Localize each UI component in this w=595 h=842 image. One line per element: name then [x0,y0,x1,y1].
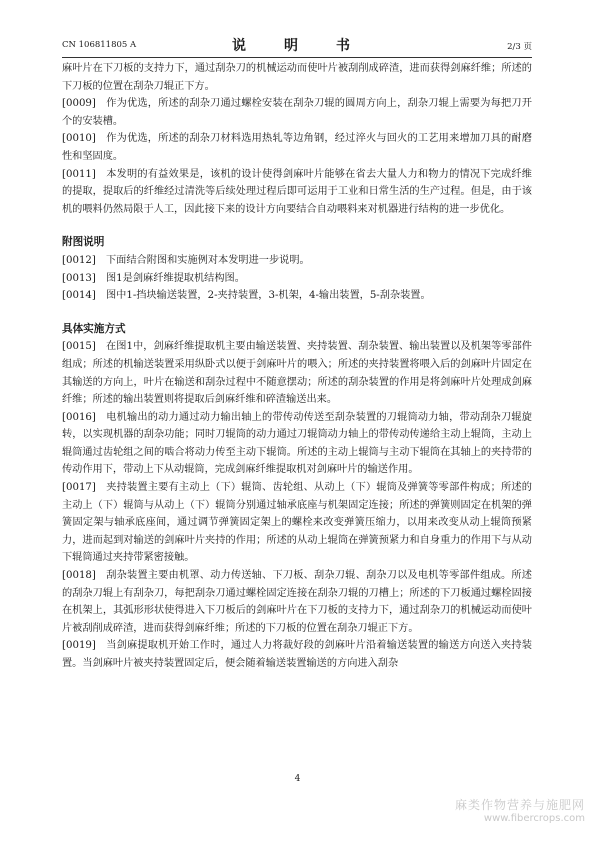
paragraph-text: 作为优选，所述的刮杂刀材料选用热轧等边角钢，经过淬火与回火的工艺用来增加刀具的耐磨性和坚固度。 [62,133,532,162]
spacer [62,218,532,234]
paragraph-0019 [62,637,532,672]
page-number: 4 [294,774,301,784]
section-title-embodiment: 具体实施方式 [62,322,126,335]
watermark-site-name: 麻类作物营养与施肥网 [454,798,585,812]
paragraph-0012 [62,252,532,270]
paragraph-number: [0017] [62,482,96,494]
paragraph-number: [0016] [62,411,96,423]
paragraph-number: [0015] [62,341,96,353]
paragraph-text: 夹持装置主要有主动上（下）辊筒、齿轮组、从动上（下）辊筒及弹簧等零部件构成；所述的主动上（下）辊筒与从动上（下）辊筒分别通过轴承底座与机架固定连接；所述的弹簧则固定在机架的弹簧固定架与轴承底座间，通过调节弹簧固定架上的螺栓来改变弹簧压缩力，以用来改变从动上辊筒预紧力，进而起到对输送的剑麻叶片夹持的作用；所述的从动上辊筒在弹簧预紧力和自身重力的作用下与从动下辊筒通过夹持带紧密接触。 [62,482,532,564]
paragraph-number: [0010] [62,133,96,145]
watermark [455,796,585,824]
paragraph-0013 [62,270,532,288]
paragraph-0015 [62,338,532,408]
spacer [62,305,532,321]
paragraph-number: [0011] [62,168,96,180]
document-title: 说 明 书 [232,38,362,54]
paragraph-text: 下面结合附图和实施例对本发明进一步说明。 [106,254,310,266]
paragraph-0018 [62,567,532,637]
paragraph-number: [0009] [62,98,96,110]
paragraph-0011 [62,166,532,219]
document-body [62,60,532,673]
paragraph-text: 本发明的有益效果是，该机的设计使得剑麻叶片能够在省去大量人力和物力的情况下完成纤维的提取，提取后的纤维经过清洗等后续处理过程后即可运用于工业和日常生活的生产过程。但是，由于该机的喂料仍然局限于人工，因此接下来的设计方向要结合自动喂料来对机器进行结构的进一步优化。 [62,168,532,215]
paragraph-number: [0012] [62,254,96,266]
watermark-url: www.fibercrops.com [483,813,585,824]
paragraph-text: 图中1-挡块输送装置，2-夹持装置，3-机架，4-输出装置，5-刮杂装置。 [106,290,431,302]
paragraph-text: 图1是剑麻纤维提取机结构图。 [106,272,245,284]
section-title-figures: 附图说明 [62,236,105,249]
paragraph-0017 [62,479,532,567]
paragraph-0009 [62,95,532,130]
publication-number: CN 106811805 A [62,40,137,50]
paragraph-0014 [62,287,532,305]
header-rule [62,57,532,58]
paragraph-text: 作为优选，所述的刮杂刀通过螺栓安装在刮杂刀辊的圆周方向上，刮杂刀辊上需要为每把刀开个的安装槽。 [62,98,532,127]
paragraph-text: 麻叶片在下刀板的支持力下，通过刮杂刀的机械运动而使叶片被刮削成碎渣，进而获得剑麻纤维；所述的下刀板的位置在刮杂刀辊正下方。 [62,63,532,92]
paragraph-text: 当剑麻提取机开始工作时，通过人力将裁好段的剑麻叶片沿着输送装置的输送方向送入夹持装置。当剑麻叶片被夹持装置固定后，便会随着输送装置输送的方向进入刮杂 [62,640,532,669]
page-header [62,28,532,56]
paragraph-number: [0019] [62,640,96,652]
paragraph-number: [0014] [62,290,96,302]
paragraph-number: [0018] [62,570,96,582]
paragraph-text: 电机输出的动力通过动力输出轴上的带传动传送至刮杂装置的刀辊筒动力轴，带动刮杂刀辊旋转，以实现机器的刮杂功能；同时刀辊筒的动力通过刀辊筒动力轴上的带传动传递给主动上辊筒，主动上辊筒通过齿轮组之间的啮合将动力传至主动下辊筒。所述的主动上辊筒与主动下辊筒在其轴上的夹持带的传动作用下，带动上下从动辊筒，完成剑麻纤维提取机对剑麻叶片的输送作用。 [62,411,532,476]
paragraph-number: [0013] [62,272,96,284]
paragraph-0016 [62,409,532,479]
paragraph-text: 刮杂装置主要由机罩、动力传送轴、下刀板、刮杂刀辊、刮杂刀以及电机等零部件组成。所述的刮杂刀辊上有刮杂刀，每把刮杂刀通过螺栓固定连接在刮杂刀辊的刀槽上；所述的下刀板通过螺栓固接在机架上，其弧形形状使得进入下刀板后的剑麻叶片在下刀板的支持力下，通过刮杂刀的机械运动而使叶片被刮削成碎渣，进而获得剑麻纤维；所述的下刀板的位置在刮杂刀辊正下方。 [62,570,532,634]
page-counter: 2/3 页 [507,42,532,52]
paragraph-continued [62,60,532,95]
paragraph-text: 在图1中，剑麻纤维提取机主要由输送装置、夹持装置、刮杂装置、输出装置以及机架等零部件组成；所述的机输送装置采用纵卧式以便于剑麻叶片的喂入；所述的夹持装置将喂入后的剑麻叶片固定在其输送的方向上，叶片在输送和刮杂过程中不随意摆动；所述的刮杂装置的作用是将剑麻叶片处理成剑麻纤维；所述的输出装置则将提取后剑麻纤维和碎渣输送出来。 [62,341,532,406]
paragraph-0010 [62,130,532,165]
